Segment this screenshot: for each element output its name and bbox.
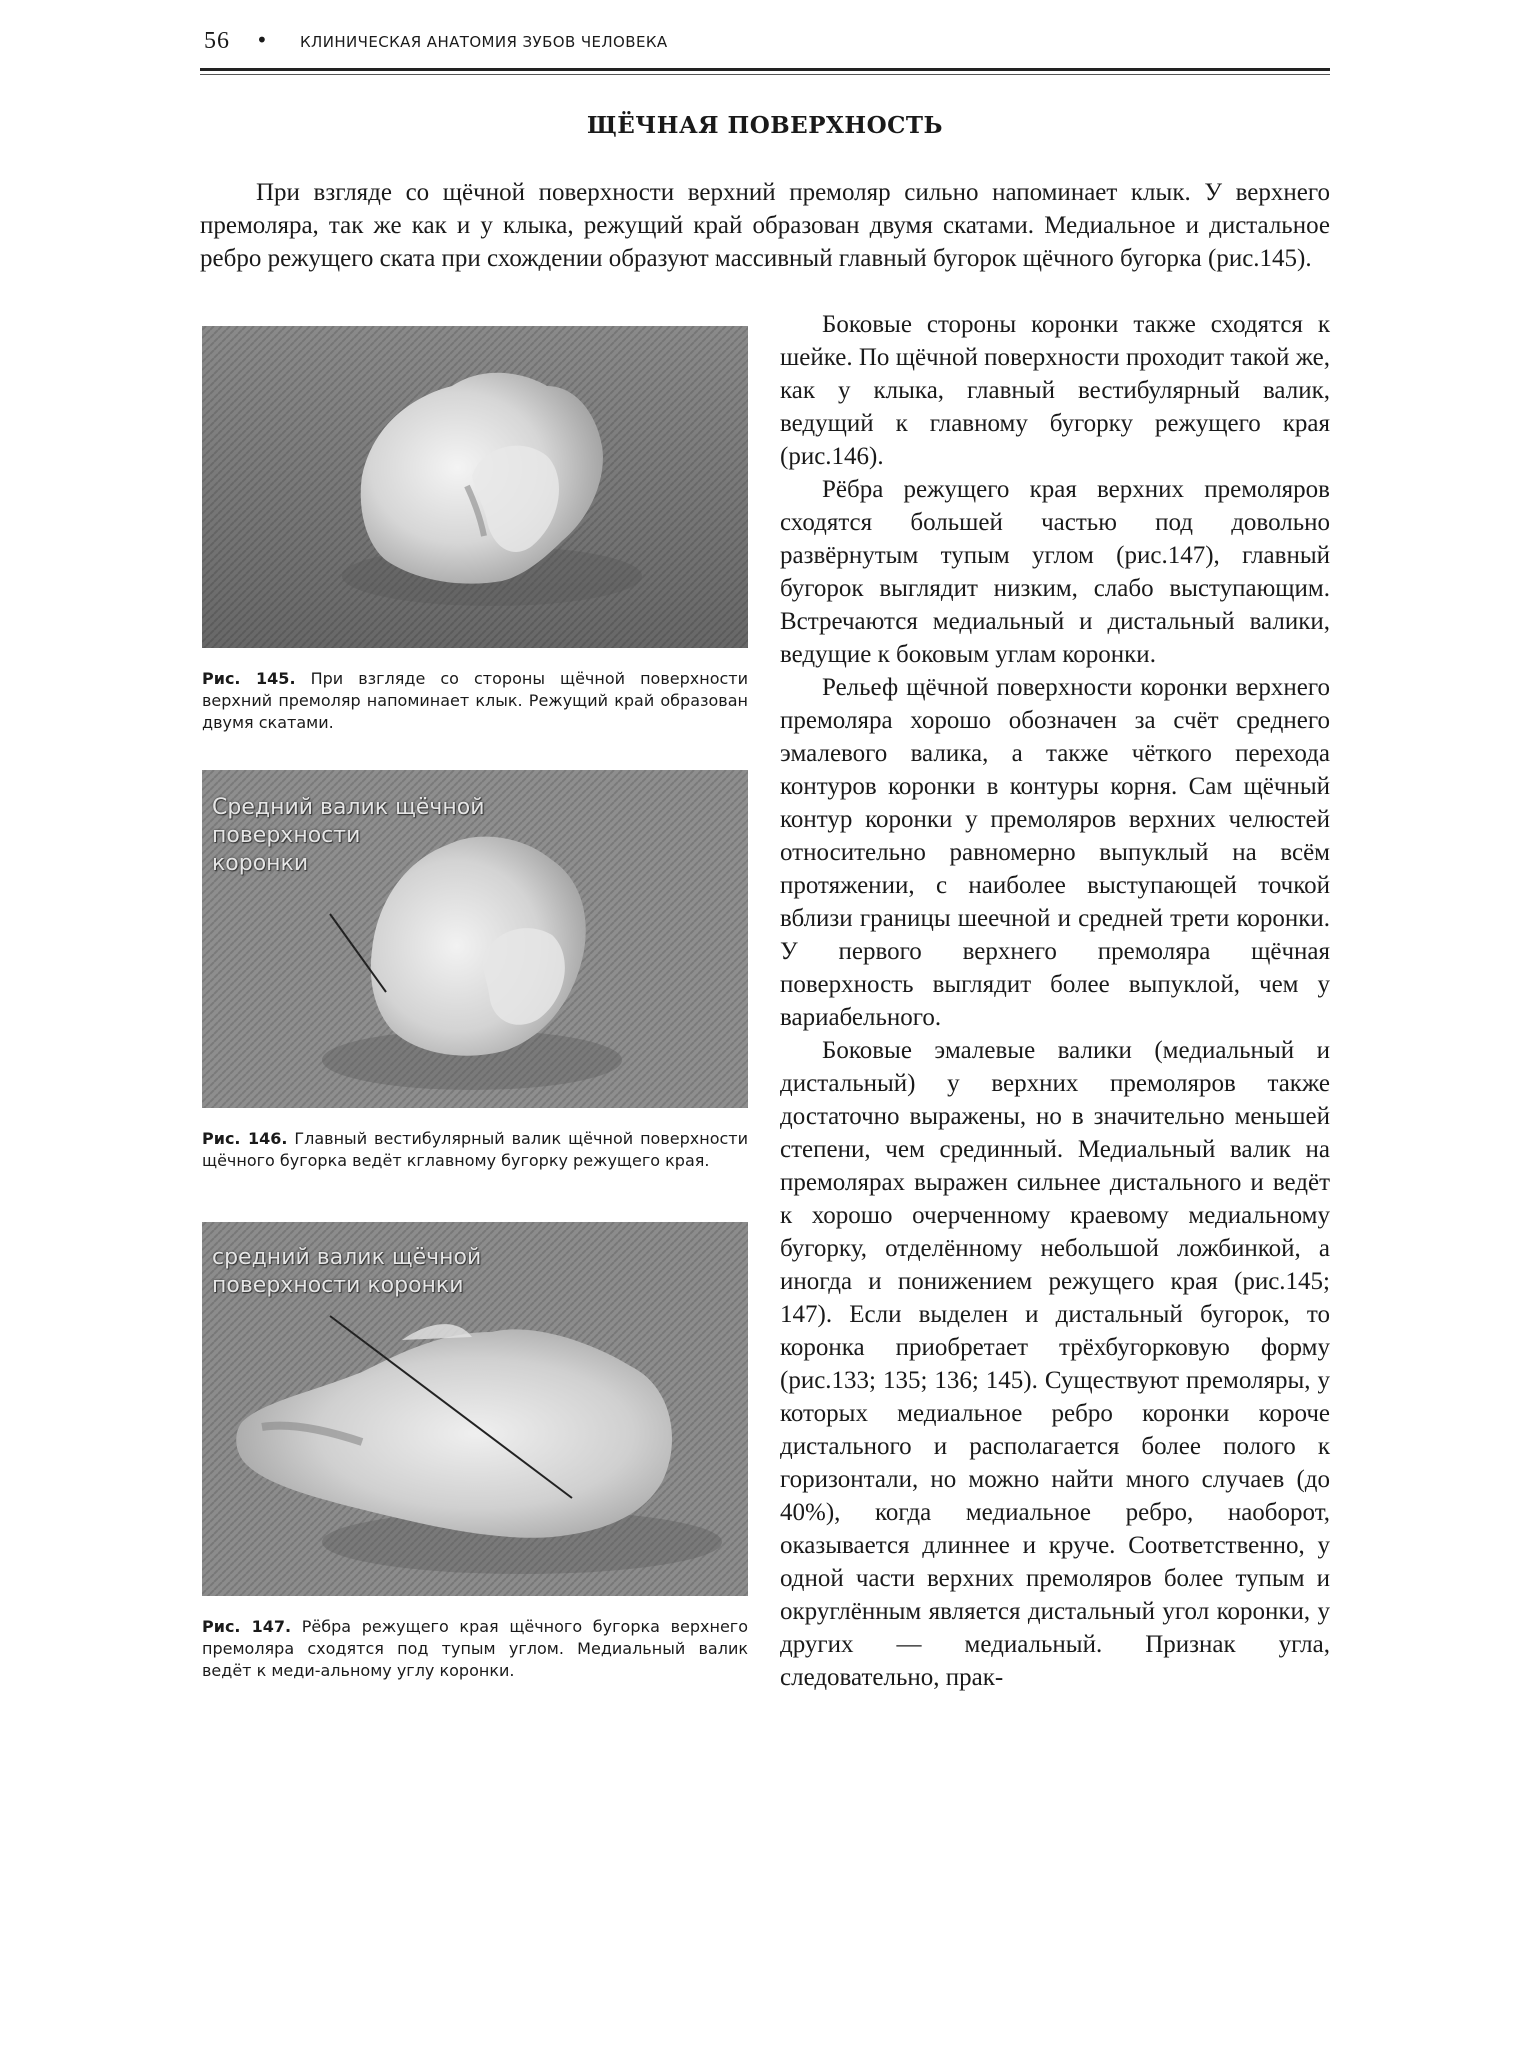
figure-147: [202, 1222, 748, 1682]
page-number: 56: [204, 28, 230, 54]
tooth-photo-147: [202, 1222, 748, 1596]
header-rule-thin: [200, 74, 1330, 75]
paragraph-4: Боковые эмалевые валики (медиальный и дистальный) у верхних премоляров также достаточно выражены, но в значительно меньшей степени, чем срединный. Медиальный валик на премолярах выражен сильнее дистального и ведёт к хорошо очерченному краевому медиальному бугорку, отделённому небольшой ложбинкой, а иногда и понижением режущего края (рис.145; 147). Если выделен и дистальный бугорок, то коронка приобретает трёхбугорковую форму (рис.133; 135; 136; 145). Существуют премоляры, у которых медиальное ребро коронки короче дистального и располагается более полого к горизонтали, но можно найти много случаев (до 40%), когда медиальное ребро, наоборот, оказывается длиннее и круче. Соответственно, у одной части верхних премоляров более тупым и округлённым является дистальный угол коронки, у других — медиальный. Признак угла, следовательно, прак-: [780, 1037, 1330, 1691]
photo-overlay-label: Средний валик щёчной поверхности коронки: [212, 795, 485, 876]
caption-145: [202, 668, 748, 734]
header-bullet: •: [256, 28, 268, 52]
caption-label: Рис. 147.: [202, 1617, 292, 1636]
caption-label: Рис. 145.: [202, 669, 296, 688]
caption-147: [202, 1616, 748, 1682]
photo-overlay-label: средний валик щёчной поверхности коронки: [212, 1245, 482, 1298]
intro-paragraph: При взгляде со щёчной поверхности верхний премоляр сильно напоминает клык. У верхнего премоляра, так же как и у клыка, режущий край образован двумя скатами. Медиальное и дистальное ребро режущего ската при схождении образуют массивный главный бугорок щёчного бугорка (рис.145).: [200, 179, 1330, 272]
header-rule: [200, 68, 1330, 71]
right-column: [780, 308, 1330, 1694]
figure-145: [202, 326, 748, 734]
caption-text: При взгляде со стороны щёчной поверхности верхний премоляр напоминает клык. Режущий край образован двумя скатами.: [202, 669, 748, 732]
tooth-photo-145: [202, 326, 748, 648]
paragraph-1: Боковые стороны коронки также сходятся к шейке. По щёчной поверхности проходит такой же, как у клыка, главный вестибулярный валик, ведущий к главному бугорку режущего края (рис.146).: [780, 311, 1330, 470]
caption-text: Рёбра режущего края щёчного бугорка верхнего премоляра сходятся под тупым углом. Медиальный валик ведёт к меди-альному углу коронки.: [202, 1617, 748, 1680]
caption-label: Рис. 146.: [202, 1129, 288, 1148]
tooth-photo-146: [202, 770, 748, 1108]
paragraph-2: Рёбра режущего края верхних премоляров сходятся большей частью под довольно развёрнутым тупым углом (рис.147), главный бугорок выглядит низким, слабо выступающим. Встречаются медиальный и дистальный валики, ведущие к боковым углам коронки.: [780, 476, 1330, 668]
caption-text: Главный вестибулярный валик щёчной поверхности щёчного бугорка ведёт кглавному бугорку режущего края.: [202, 1129, 749, 1170]
caption-146: [202, 1128, 748, 1172]
running-title: КЛИНИЧЕСКАЯ АНАТОМИЯ ЗУБОВ ЧЕЛОВЕКА: [300, 33, 668, 51]
paragraph-3: Рельеф щёчной поверхности коронки верхнего премоляра хорошо обозначен за счёт среднего эмалевого валика, а также чёткого перехода контуров коронки в контуры корня. Сам щёчный контур коронки у премоляров верхних челюстей относительно равномерно выпуклый на всём протяжении, с наиболее выступающей точкой вблизи границы шеечной и средней трети коронки. У первого верхнего премоляра щёчная поверхность выглядит более выпуклой, чем у вариабельного.: [780, 674, 1330, 1031]
section-title: ЩЁЧНАЯ ПОВЕРХНОСТЬ: [586, 112, 944, 139]
running-header: [200, 24, 1330, 64]
figure-146: [202, 770, 748, 1172]
